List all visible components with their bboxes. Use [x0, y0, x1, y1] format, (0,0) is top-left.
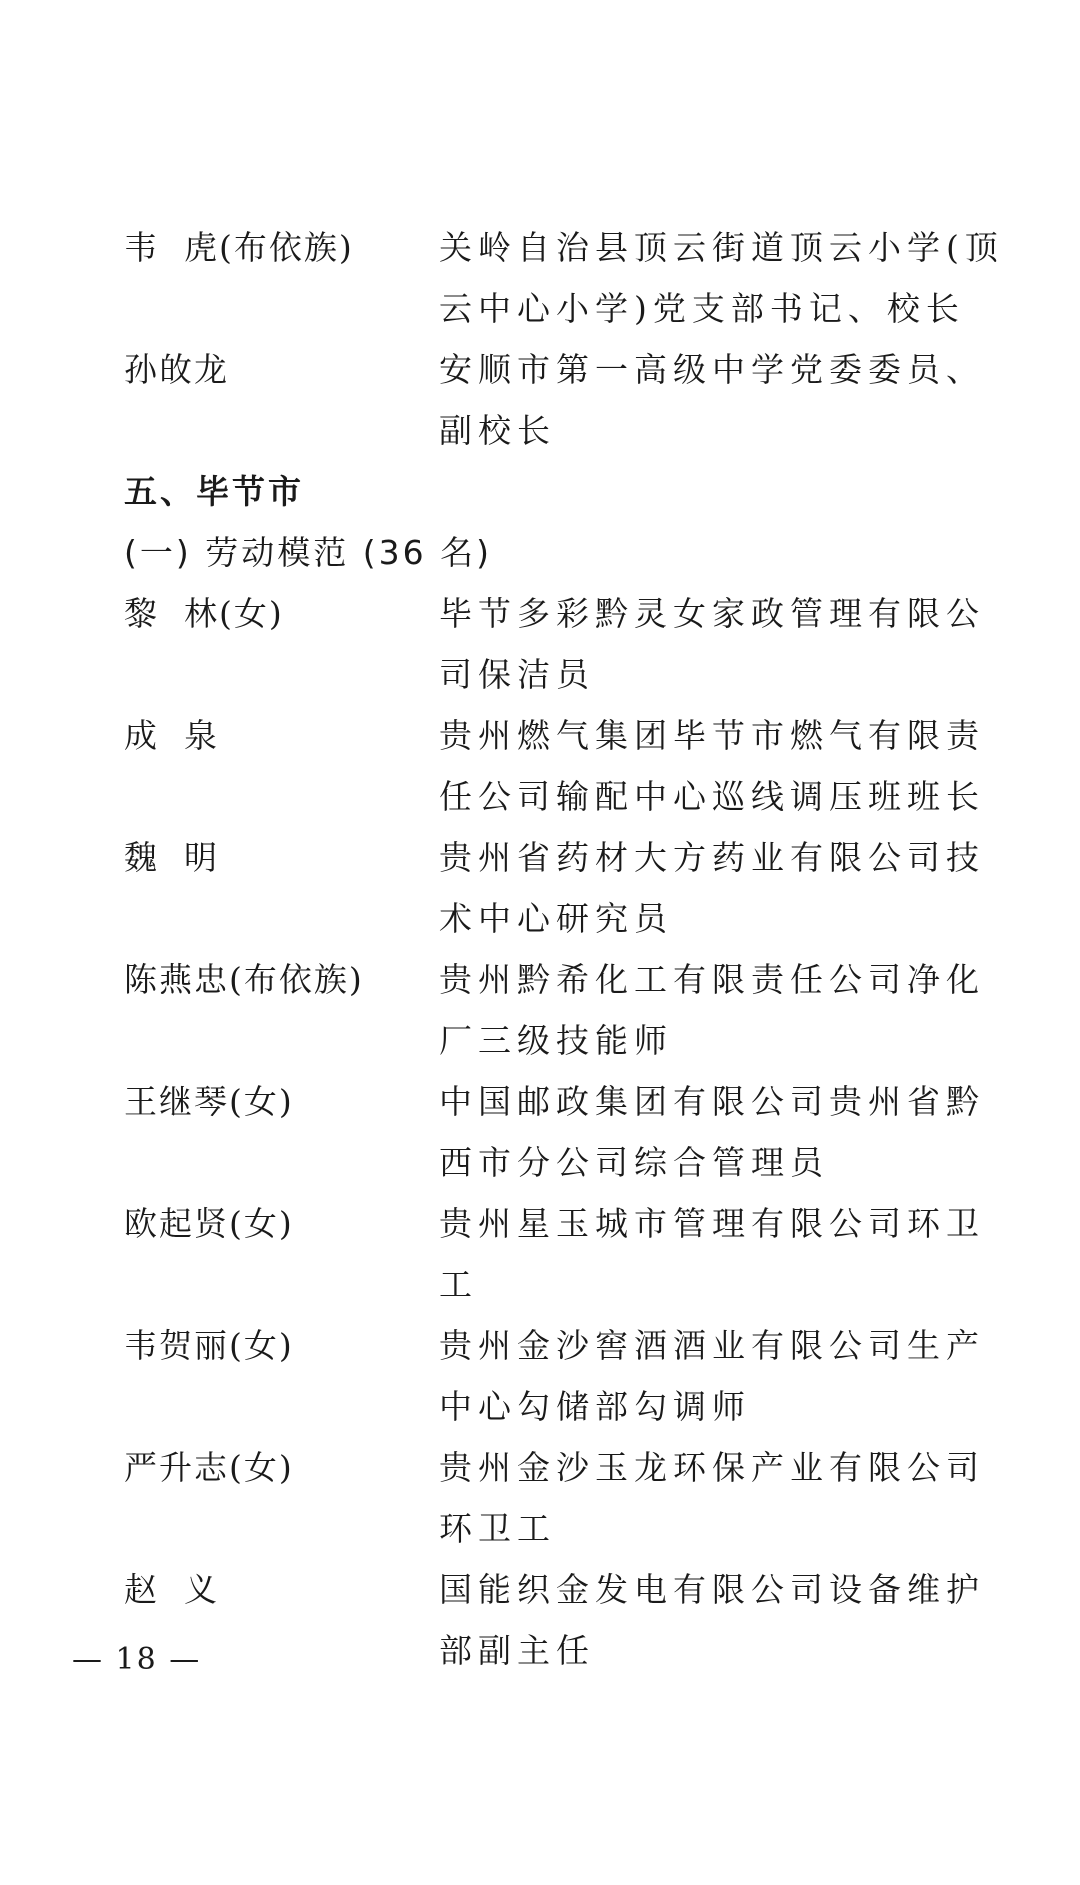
- person-role: 贵州燃气集团毕节市燃气有限责任公司输配中心巡线调压班班长: [439, 716, 985, 816]
- person-name: 王继琴(女): [124, 1082, 294, 1121]
- section-title: 五、毕节市: [124, 472, 304, 511]
- entry-row: [124, 583, 1024, 705]
- person-role: 国能织金发电有限公司设备维护部副主任: [439, 1570, 985, 1670]
- entry-row: [124, 827, 1024, 949]
- person-name: 赵 义: [124, 1570, 219, 1609]
- person-name: 欧起贤(女): [124, 1204, 294, 1243]
- person-role: 贵州金沙窖酒酒业有限公司生产中心勾储部勾调师: [439, 1326, 985, 1426]
- person-name: 黎 林(女): [124, 594, 284, 633]
- person-role: 关岭自治县顶云街道顶云小学(顶云中心小学)党支部书记、校长: [439, 228, 1004, 328]
- person-role: 贵州省药材大方药业有限公司技术中心研究员: [439, 838, 985, 938]
- entry-row: [124, 1071, 1024, 1193]
- page-number: — 18 —: [72, 1642, 202, 1677]
- entry-row: [124, 1315, 1024, 1437]
- person-name: 魏 明: [124, 838, 219, 877]
- document-content: [124, 217, 1024, 1681]
- person-name: 严升志(女): [124, 1448, 294, 1487]
- person-role: 中国邮政集团有限公司贵州省黔西市分公司综合管理员: [439, 1082, 985, 1182]
- entry-row: [124, 1193, 1024, 1315]
- person-role: 贵州黔希化工有限责任公司净化厂三级技能师: [439, 960, 985, 1060]
- person-name: 孙敀龙: [124, 350, 229, 389]
- person-name: 陈燕忠(布依族): [124, 960, 364, 999]
- entry-row: [124, 949, 1024, 1071]
- person-name: 韦贺丽(女): [124, 1326, 294, 1365]
- entry-row: [124, 705, 1024, 827]
- person-role: 毕节多彩黔灵女家政管理有限公司保洁员: [439, 594, 985, 694]
- entry-row: [124, 1437, 1024, 1559]
- person-role: 安顺市第一高级中学党委委员、副校长: [439, 350, 985, 450]
- entry-row: [124, 1559, 1024, 1681]
- person-name: 韦 虎(布依族): [124, 228, 354, 267]
- entry-row: [124, 339, 1024, 461]
- person-role: 贵州金沙玉龙环保产业有限公司环卫工: [439, 1448, 985, 1548]
- entry-row: [124, 217, 1024, 339]
- section-subtitle: (一) 劳动模范 (36 名): [124, 533, 492, 572]
- person-role: 贵州星玉城市管理有限公司环卫工: [439, 1204, 985, 1304]
- person-name: 成 泉: [124, 716, 219, 755]
